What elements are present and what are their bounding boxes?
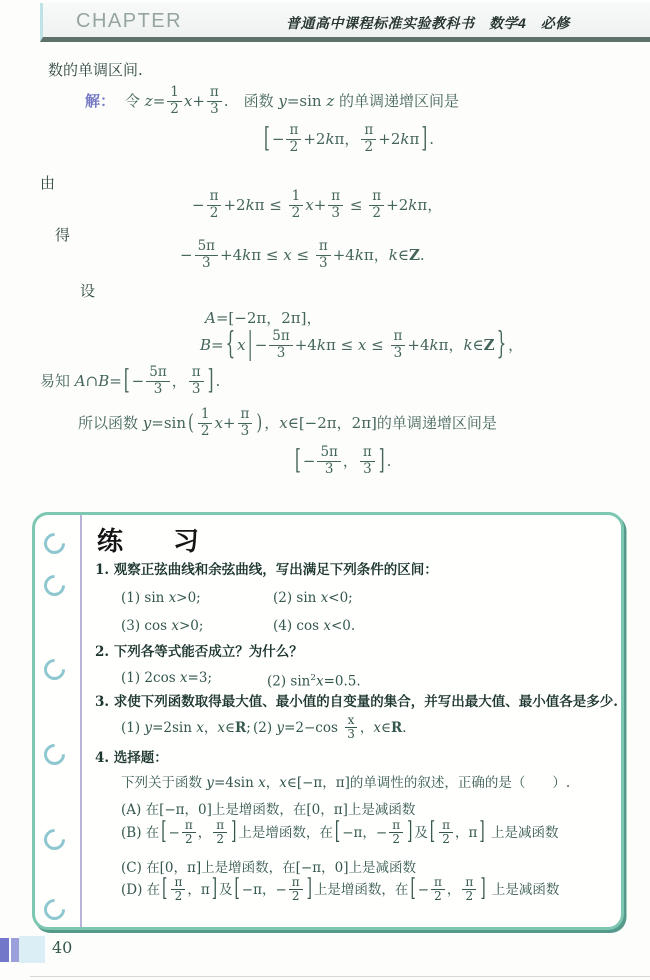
q4-option-a: (A) 在[−π，0]上是增函数，在[0，π]上是减函数 bbox=[121, 802, 416, 818]
big-bracket: [ bbox=[234, 874, 240, 904]
fraction-numerator: π bbox=[389, 819, 403, 833]
big-bracket: [ bbox=[334, 817, 341, 847]
q4-stem: 4. 选择题： bbox=[95, 750, 168, 766]
formula-let: 令 z= $\frac{1}{2}$ x+ $\frac{\pi}{3}$ . 函数 y=sin z 的单调递增区间是 bbox=[125, 84, 460, 117]
fraction-numerator: π bbox=[182, 819, 196, 833]
big-bracket: [ bbox=[295, 443, 301, 476]
bold-set-symbol: R bbox=[234, 720, 247, 736]
q4-option-d: (D) 在 [ $\frac{\pi}{2}$ ，π ] 及 [ −π，− $\frac{\pi}{2}$ ] 上是增函数，在 [ − $\frac{\pi}{2}$ ， $\frac{\pi}{2}$ ] 上是减函数 bbox=[121, 875, 559, 905]
fraction bbox=[286, 123, 301, 154]
fraction-numerator: π bbox=[391, 329, 406, 345]
big-bracket: ] bbox=[378, 443, 385, 476]
fraction-numerator: x bbox=[345, 714, 358, 728]
italic-variable: x bbox=[179, 670, 188, 686]
fraction-numerator: π bbox=[361, 123, 376, 139]
italic-variable: x bbox=[168, 590, 177, 606]
fraction-numerator: π bbox=[439, 819, 453, 833]
q1-item-4: (4) cos x<0. bbox=[273, 618, 356, 634]
q3-stem: 3. 求使下列函数取得最大值、最小值的自变量的集合，并写出最大值、最小值各是多少. bbox=[95, 694, 618, 710]
fraction-numerator: 1 bbox=[289, 189, 304, 205]
italic-variable: B bbox=[98, 372, 110, 390]
italic-variable: y bbox=[144, 720, 153, 736]
fraction-denominator: 3 bbox=[240, 422, 250, 439]
page-header bbox=[40, 3, 650, 42]
fraction-denominator: 2 bbox=[392, 832, 400, 846]
fraction-denominator: 2 bbox=[174, 889, 183, 903]
fraction bbox=[189, 365, 204, 396]
big-bracket: [ bbox=[410, 874, 416, 904]
big-bracket: [ bbox=[161, 817, 167, 847]
italic-variable: k bbox=[463, 336, 473, 354]
fraction bbox=[328, 189, 343, 220]
fraction-denominator: 3 bbox=[202, 254, 211, 271]
italic-variable: x bbox=[196, 720, 204, 736]
formula-inequality-1: − $\frac{\pi}{2}$ +2kπ ≤ $\frac{1}{2}$ x+ $\frac{\pi}{3}$ ≤ $\frac{\pi}{2}$ +2kπ， bbox=[192, 188, 443, 221]
q4-option-c: (C) 在[0，π]上是增函数，在[−π，0]上是减函数 bbox=[121, 860, 416, 876]
label-de: 得 bbox=[55, 226, 71, 244]
fraction-numerator: 1 bbox=[198, 407, 213, 423]
fraction-numerator: π bbox=[238, 407, 253, 423]
fraction bbox=[462, 876, 476, 904]
big-bracket: | bbox=[247, 324, 253, 362]
fraction-denominator: 2 bbox=[216, 832, 224, 846]
fraction-numerator: 5π bbox=[269, 329, 292, 345]
fraction-denominator: 2 bbox=[209, 204, 219, 221]
italic-variable: x bbox=[279, 414, 288, 432]
fraction bbox=[317, 445, 340, 476]
italic-variable: x bbox=[237, 336, 246, 354]
fraction-denominator: 3 bbox=[363, 460, 372, 477]
footer-watermark bbox=[19, 936, 45, 963]
big-bracket: ] bbox=[421, 121, 428, 154]
italic-variable: y bbox=[276, 720, 285, 736]
formula-set-b: B= { x | − $\frac{5\pi}{3}$ +4kπ ≤ x ≤ $\frac{\pi}{3}$ +4kπ，k∈Z } ， bbox=[200, 330, 523, 362]
fraction bbox=[167, 85, 182, 116]
q2-item-2: (2) $\sin^2x=0.5$. bbox=[267, 673, 361, 690]
bottom-hairline bbox=[30, 976, 650, 977]
italic-variable: x bbox=[323, 618, 331, 634]
q1-item-3: (3) cos x>0; bbox=[121, 618, 204, 634]
fraction bbox=[360, 445, 375, 476]
q3-item-2: (2) y=2−cos $\frac{x}{3}$ ，x∈R. bbox=[253, 712, 407, 741]
fraction bbox=[439, 819, 453, 847]
exercise-title: 练 习 bbox=[97, 526, 212, 556]
exercise-box bbox=[32, 512, 624, 930]
big-bracket: [ bbox=[123, 363, 130, 396]
fraction-denominator: 3 bbox=[393, 344, 403, 361]
big-bracket: ] bbox=[211, 874, 217, 904]
big-bracket: ] bbox=[480, 874, 486, 904]
fraction bbox=[146, 365, 169, 396]
big-bracket: } bbox=[496, 324, 507, 362]
italic-variable: x bbox=[214, 414, 223, 432]
fraction bbox=[195, 239, 218, 270]
q4-option-b: (B) 在 [ − $\frac{\pi}{2}$ ， $\frac{\pi}{2}$ ] 上是增函数，在 [ −π，− $\frac{\pi}{2}$ ] 及 [ $\frac{\pi}{2}$ ，π ] 上是减函数 bbox=[121, 818, 558, 848]
fraction-numerator: π bbox=[207, 85, 222, 101]
binder-ring-icon bbox=[40, 895, 70, 925]
fraction-denominator: 3 bbox=[191, 380, 201, 397]
jie-label: 解： bbox=[85, 92, 116, 110]
italic-variable: k bbox=[354, 246, 364, 264]
fraction bbox=[269, 329, 292, 360]
fraction bbox=[207, 189, 222, 220]
italic-variable: x bbox=[305, 196, 314, 214]
fraction bbox=[171, 876, 185, 904]
solution-intro: 数的单调区间. bbox=[48, 61, 143, 79]
fraction bbox=[344, 714, 358, 742]
fraction-denominator: 3 bbox=[347, 727, 355, 741]
italic-variable: k bbox=[245, 196, 255, 214]
big-bracket: [ bbox=[162, 874, 168, 904]
fraction bbox=[391, 329, 406, 360]
italic-variable: z bbox=[326, 92, 335, 110]
italic-variable: k bbox=[408, 196, 418, 214]
italic-variable: y bbox=[278, 92, 287, 110]
q2-item-1: (1) 2cos x=3; bbox=[121, 670, 212, 686]
label-she: 设 bbox=[80, 282, 96, 300]
big-bracket: ] bbox=[479, 817, 485, 847]
italic-variable: k bbox=[388, 246, 398, 264]
fraction bbox=[182, 819, 196, 847]
book-title: 普通高中课程标准实验教科书 数学4 必修 bbox=[286, 15, 570, 31]
fraction-denominator: 2 bbox=[364, 138, 374, 155]
italic-variable: x bbox=[320, 590, 329, 606]
fraction-numerator: π bbox=[431, 876, 445, 890]
fraction-denominator: 2 bbox=[184, 832, 193, 846]
fraction bbox=[238, 407, 253, 438]
fraction-numerator: π bbox=[286, 123, 301, 139]
big-bracket: { bbox=[225, 324, 236, 362]
fraction-denominator: 2 bbox=[170, 100, 179, 117]
italic-variable: x bbox=[357, 336, 367, 354]
superscript: 2 bbox=[310, 673, 316, 683]
formula-final-interval: [ − $\frac{5\pi}{3}$ ， $\frac{\pi}{3}$ ] . bbox=[293, 446, 391, 478]
fraction-denominator: 2 bbox=[289, 138, 299, 155]
fraction bbox=[289, 876, 303, 904]
binder-ring-icon bbox=[40, 571, 70, 601]
italic-variable: k bbox=[429, 336, 439, 354]
fraction-denominator: 2 bbox=[434, 889, 442, 903]
italic-variable: A bbox=[205, 309, 216, 327]
italic-variable: B bbox=[200, 336, 212, 354]
big-bracket: ] bbox=[207, 363, 214, 396]
fraction-denominator: 2 bbox=[291, 889, 300, 903]
bold-set-symbol: Z bbox=[483, 336, 495, 354]
binder-ring-icon bbox=[40, 740, 70, 770]
q3-item-1: (1) y=2sin x，x∈R; bbox=[121, 720, 251, 736]
formula-inequality-2: − $\frac{5\pi}{3}$ +4kπ ≤ x ≤ $\frac{\pi}{3}$ +4kπ，k∈Z. bbox=[180, 238, 425, 271]
italic-variable: x bbox=[315, 673, 324, 690]
italic-variable: x bbox=[217, 720, 225, 736]
bold-set-symbol: R bbox=[390, 720, 403, 736]
fraction-numerator: 5π bbox=[195, 239, 218, 255]
fraction bbox=[389, 819, 403, 847]
fraction-denominator: 3 bbox=[153, 380, 163, 397]
fraction bbox=[369, 189, 384, 220]
fraction-numerator: π bbox=[369, 189, 384, 205]
fraction bbox=[316, 239, 331, 270]
fraction-denominator: 2 bbox=[442, 832, 450, 846]
big-bracket: [ bbox=[264, 121, 270, 154]
fraction-denominator: 3 bbox=[276, 344, 286, 361]
italic-variable: x bbox=[183, 92, 193, 110]
q2-stem: 2. 下列各等式能否成立？为什么？ bbox=[95, 644, 303, 660]
italic-variable: z bbox=[144, 92, 153, 110]
fraction-denominator: 3 bbox=[324, 460, 334, 477]
fraction-denominator: 2 bbox=[291, 204, 301, 221]
fraction-numerator: π bbox=[189, 365, 204, 381]
footer-bar-light bbox=[11, 938, 19, 962]
fraction-numerator: π bbox=[171, 876, 185, 890]
big-bracket: ] bbox=[231, 817, 237, 847]
fraction-numerator: 1 bbox=[167, 85, 182, 101]
fraction-numerator: π bbox=[360, 445, 375, 461]
big-bracket: ( bbox=[188, 409, 194, 436]
italic-variable: x bbox=[279, 775, 287, 791]
italic-variable: k bbox=[325, 130, 335, 148]
fraction-numerator: π bbox=[289, 876, 303, 890]
fraction-numerator: 5π bbox=[317, 445, 340, 461]
bold-set-symbol: Z bbox=[408, 246, 420, 264]
big-bracket: ] bbox=[306, 874, 312, 904]
big-bracket: ) bbox=[256, 409, 263, 436]
chapter-label: CHAPTER bbox=[76, 10, 183, 32]
label-you: 由 bbox=[40, 174, 56, 192]
italic-variable: y bbox=[142, 414, 152, 432]
fraction bbox=[431, 876, 445, 904]
formula-interval-sinz: [ − $\frac{\pi}{2}$ +2kπ， $\frac{\pi}{2}$ +2kπ ] . bbox=[262, 124, 434, 156]
exercise-divider bbox=[80, 515, 82, 927]
solution-let-line bbox=[85, 86, 459, 118]
fraction-denominator: 3 bbox=[331, 204, 341, 221]
page-number: 40 bbox=[52, 938, 73, 957]
fraction-denominator: 2 bbox=[465, 889, 474, 903]
formula-intersection: 易知 A∩B= [ − $\frac{5\pi}{3}$ ， $\frac{\pi}{3}$ ] . bbox=[40, 366, 220, 398]
fraction-denominator: 3 bbox=[210, 100, 219, 117]
q1-item-2: (2) sin x<0; bbox=[273, 590, 353, 606]
fraction-numerator: π bbox=[207, 189, 222, 205]
italic-variable: k bbox=[316, 336, 326, 354]
italic-variable: x bbox=[258, 775, 266, 791]
italic-variable: x bbox=[171, 618, 179, 634]
binder-ring-icon bbox=[40, 529, 70, 559]
italic-variable: A bbox=[74, 372, 86, 390]
fraction bbox=[361, 123, 376, 154]
italic-variable: k bbox=[242, 246, 252, 264]
italic-variable: x bbox=[283, 246, 292, 264]
q4-description: 下列关于函数 y=4sin x，x∈[−π，π]的单调性的叙述，正确的是（ ）. bbox=[121, 775, 571, 791]
fraction bbox=[198, 407, 213, 438]
formula-conclusion: 所以函数 y=sin ( $\frac{1}{2}$ x+ $\frac{\pi}{3}$ ) ，x∈[−2π，2π]的单调递增区间是 bbox=[78, 408, 497, 440]
fraction bbox=[207, 85, 222, 116]
fraction-numerator: 5π bbox=[146, 365, 169, 381]
italic-variable: k bbox=[400, 130, 410, 148]
italic-variable: y bbox=[206, 775, 214, 791]
big-bracket: [ bbox=[429, 817, 436, 847]
formula-set-a: A=[−2π，2π]， bbox=[205, 309, 322, 327]
fraction-numerator: π bbox=[316, 239, 331, 255]
fraction-denominator: 2 bbox=[200, 422, 210, 439]
fraction-numerator: π bbox=[462, 876, 476, 890]
fraction-denominator: 3 bbox=[318, 254, 328, 271]
italic-variable: x bbox=[373, 720, 381, 736]
fraction-denominator: 2 bbox=[372, 204, 381, 221]
footer-bar-dark bbox=[0, 938, 9, 962]
fraction-numerator: π bbox=[328, 189, 343, 205]
fraction bbox=[289, 189, 304, 220]
binder-ring-icon bbox=[40, 825, 70, 855]
big-bracket: ] bbox=[407, 817, 413, 847]
q1-stem: 1. 观察正弦曲线和余弦曲线，写出满足下列条件的区间： bbox=[95, 562, 438, 578]
fraction-numerator: π bbox=[213, 819, 227, 833]
fraction bbox=[213, 819, 227, 847]
binder-ring-icon bbox=[40, 655, 70, 685]
q1-item-1: (1) sin x>0; bbox=[121, 590, 201, 606]
